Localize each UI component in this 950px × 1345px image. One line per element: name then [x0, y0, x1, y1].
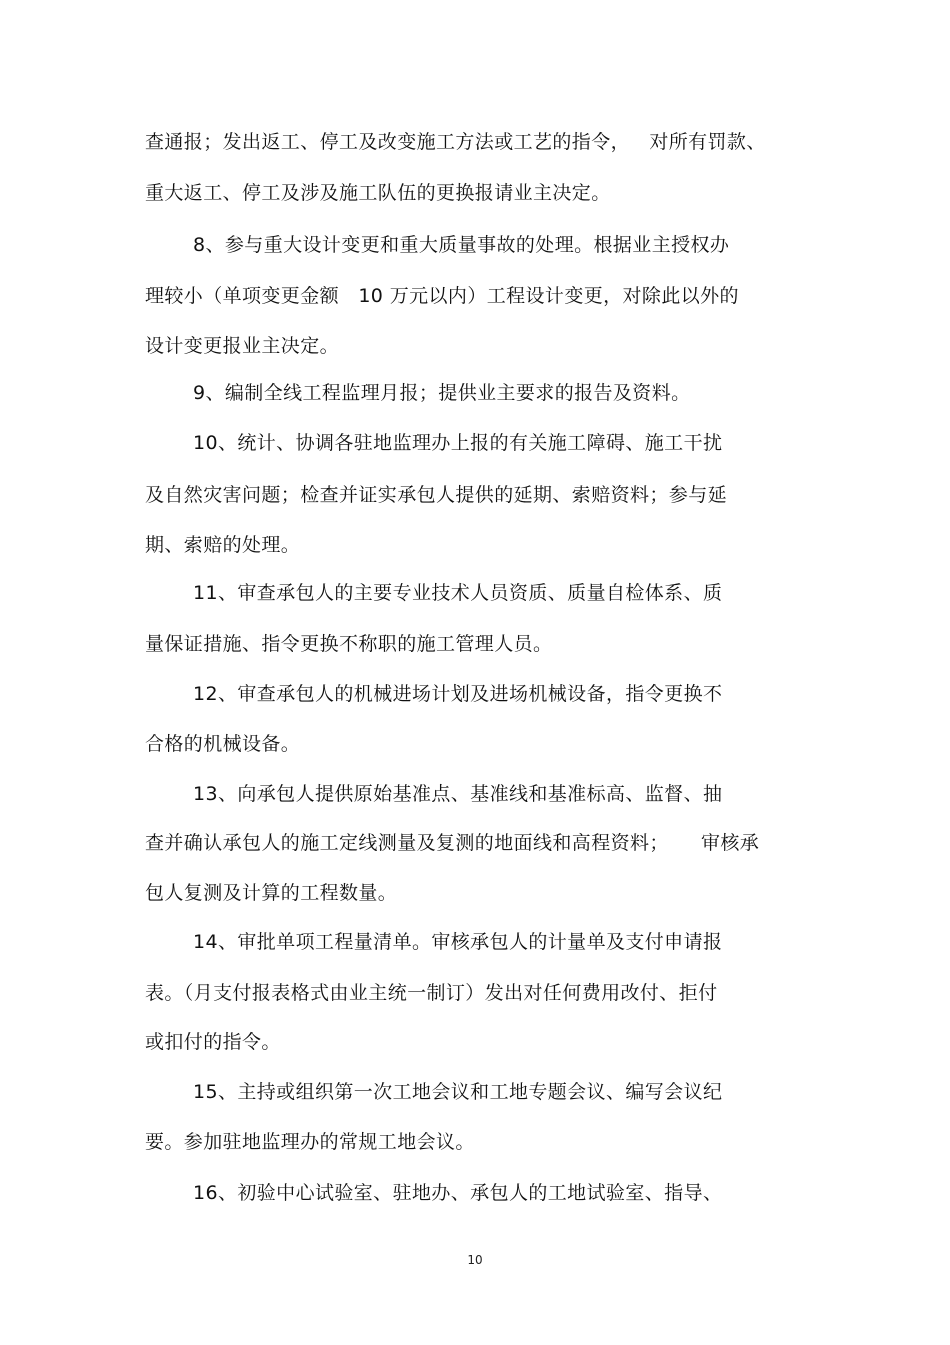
- text-line: 包人复测及计算的工程数量。: [145, 882, 398, 904]
- paragraph-12-line: 12、审查承包人的机械进场计划及进场机械设备，指令更换不: [193, 683, 723, 705]
- paragraph-10-line: 10、统计、协调各驻地监理办上报的有关施工障碍、施工干扰: [193, 432, 723, 454]
- text-line: 查通报；发出返工、停工及改变施工方法或工艺的指令， 对所有罚款、: [145, 131, 766, 153]
- paragraph-15-line: 15、主持或组织第一次工地会议和工地专题会议、编写会议纪: [193, 1081, 723, 1103]
- paragraph-14-line: 14、审批单项工程量清单。审核承包人的计量单及支付申请报: [193, 931, 723, 953]
- paragraph-13-line: 13、向承包人提供原始基准点、基准线和基准标高、监督、抽: [193, 783, 723, 805]
- paragraph-16-line: 16、初验中心试验室、驻地办、承包人的工地试验室、指导、: [193, 1182, 723, 1204]
- text-line: 重大返工、停工及涉及施工队伍的更换报请业主决定。: [145, 182, 611, 204]
- page-number: 10: [467, 1253, 483, 1267]
- text-line: 查并确认承包人的施工定线测量及复测的地面线和高程资料； 审核承: [145, 832, 760, 854]
- text-line: 要。参加驻地监理办的常规工地会议。: [145, 1131, 475, 1153]
- text-line: 或扣付的指令。: [145, 1031, 281, 1053]
- text-line: 理较小（单项变更金额 10 万元以内）工程设计变更，对除此以外的: [145, 285, 739, 307]
- paragraph-9-line: 9、编制全线工程监理月报；提供业主要求的报告及资料。: [193, 382, 691, 404]
- paragraph-8-line: 8、参与重大设计变更和重大质量事故的处理。根据业主授权办: [193, 234, 730, 256]
- text-line: 及自然灾害问题；检查并证实承包人提供的延期、索赔资料；参与延: [145, 484, 728, 506]
- text-line: 期、索赔的处理。: [145, 534, 301, 556]
- text-line: 合格的机械设备。: [145, 733, 301, 755]
- text-line: 量保证措施、指令更换不称职的施工管理人员。: [145, 633, 553, 655]
- paragraph-11-line: 11、审查承包人的主要专业技术人员资质、质量自检体系、质: [193, 582, 723, 604]
- text-line: 设计变更报业主决定。: [145, 335, 340, 357]
- text-line: 表。（月支付报表格式由业主统一制订）发出对任何费用改付、拒付: [145, 982, 718, 1004]
